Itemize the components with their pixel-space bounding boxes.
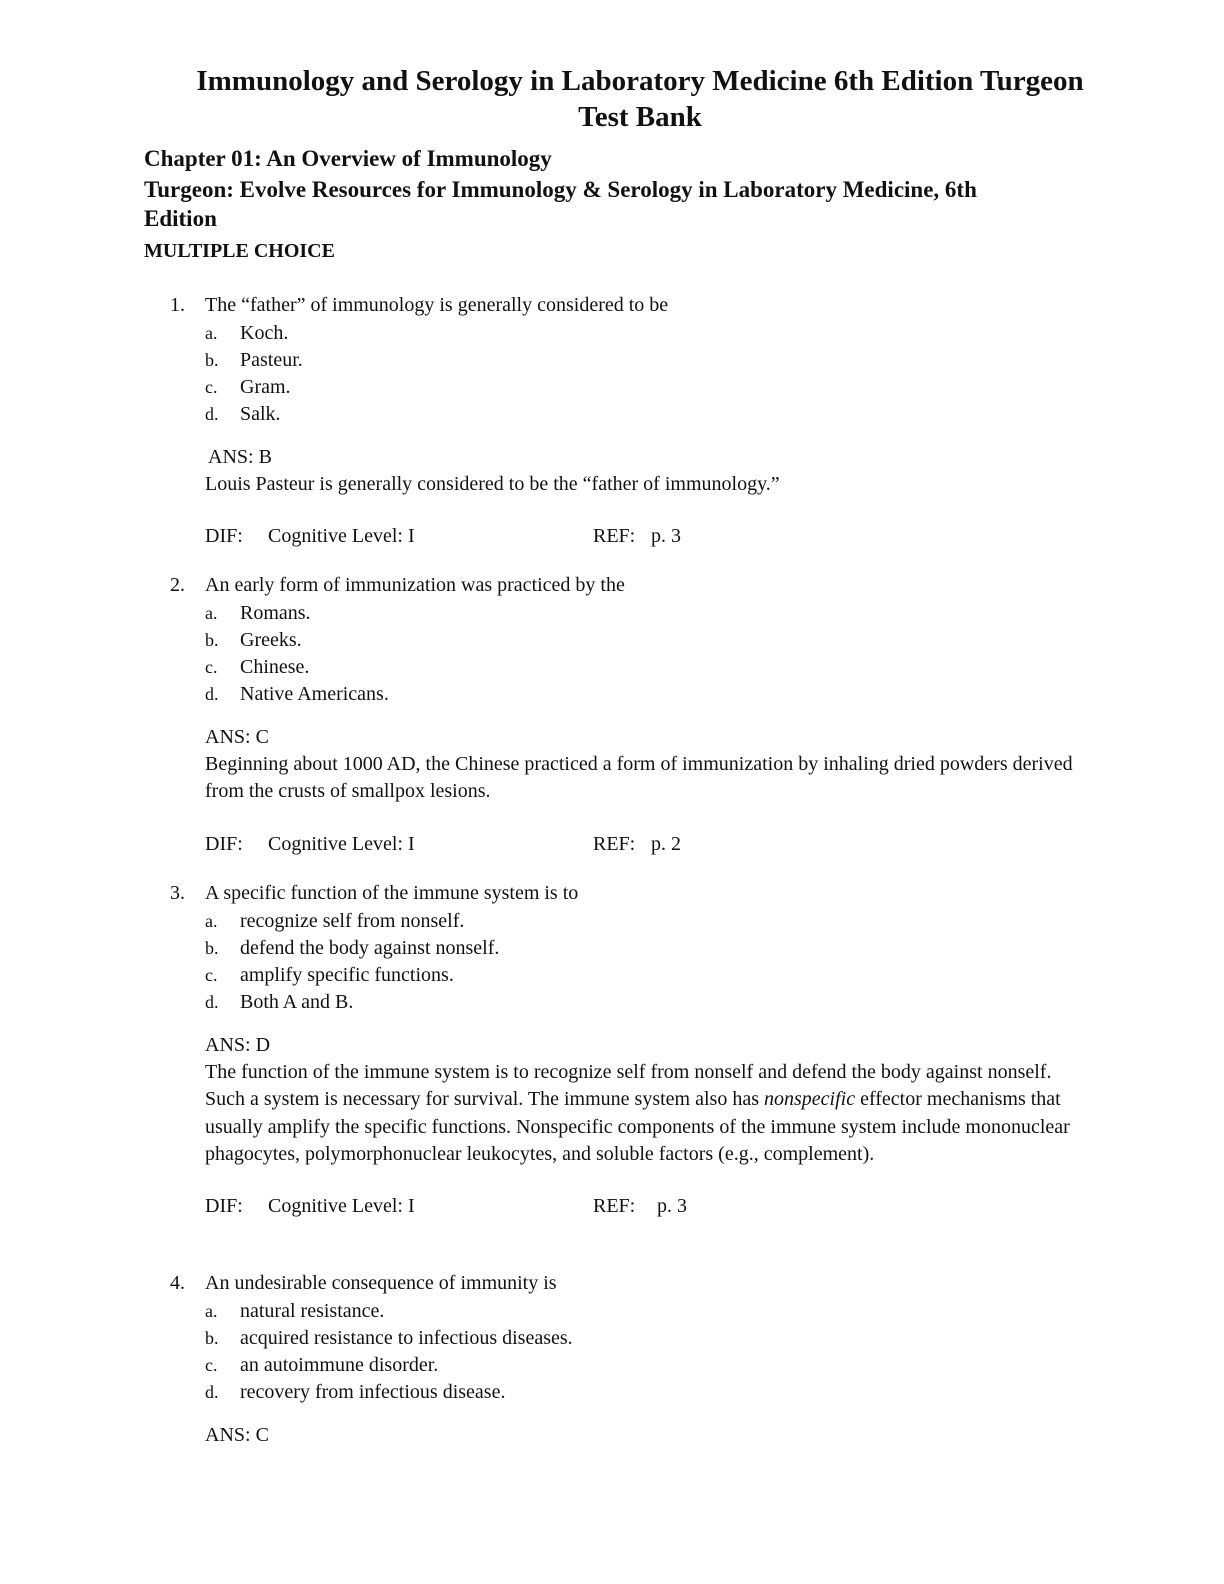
ref-value: p. 3 [651,525,681,548]
option-c [170,654,1070,681]
answer: ANS: D [205,1033,271,1056]
option-c [170,374,1070,401]
option-text: Both A and B. [240,991,354,1014]
ref-value: p. 3 [657,1195,687,1218]
answer: ANS: C [205,1423,269,1446]
option-letter: d. [205,404,219,425]
option-d [170,989,1070,1016]
metadata-row [170,1193,1070,1220]
option-text: natural resistance. [240,1299,385,1322]
option-letter: b. [205,1327,219,1348]
option-letter: a. [205,910,218,931]
option-a [170,1298,1070,1325]
explanation-emphasis: nonspecific [763,1088,856,1111]
answer: ANS: B [208,445,272,468]
source-heading-line2: Edition [144,206,217,231]
document-title-line2: Test Bank [578,101,702,133]
option-letter: d. [205,684,219,705]
question-stem: The “father” of immunology is generally considered to be [205,294,669,316]
option-d [170,1379,1070,1406]
option-letter: a. [205,602,218,623]
dif-label: DIF: [205,525,243,548]
option-text: an autoimmune disorder. [240,1354,439,1377]
dif-value: Cognitive Level: I [268,525,415,548]
option-letter: d. [205,1382,219,1403]
question-number: 3. [170,882,185,904]
chapter-heading: Chapter 01: An Overview of Immunology [144,146,552,171]
question-number: 2. [170,574,185,596]
option-text: Salk. [240,403,281,426]
option-b [170,1325,1070,1352]
source-heading: Turgeon: Evolve Resources for Immunology & Serology in Laboratory Medicine, 6th [144,177,977,202]
dif-value: Cognitive Level: I [268,832,415,855]
question-4 [170,1270,1070,1449]
ref-label: REF: [593,525,636,548]
ref-label: REF: [593,832,636,855]
option-b [170,347,1070,374]
option-a [170,320,1070,347]
option-text: recognize self from nonself. [240,909,465,932]
answer: ANS: C [205,725,269,748]
metadata-row [170,831,1070,858]
question-stem: An undesirable consequence of immunity is [205,1272,557,1294]
option-a [170,600,1070,627]
option-text: amplify specific functions. [240,964,454,987]
explanation: Louis Pasteur is generally considered to be the “father of immunology.” [205,472,780,495]
option-d [170,681,1070,708]
question-1 [170,292,1070,550]
option-text: Native Americans. [240,683,389,706]
option-text: Koch. [240,321,289,344]
option-text: Chinese. [240,656,310,679]
metadata-row [170,523,1070,550]
option-letter: c. [205,377,218,398]
option-letter: b. [205,349,219,370]
option-text: Gram. [240,376,291,399]
section-heading: MULTIPLE CHOICE [144,240,335,262]
option-letter: c. [205,657,218,678]
option-a [170,908,1070,935]
option-text: Romans. [240,601,311,624]
option-c [170,962,1070,989]
option-letter: b. [205,937,219,958]
option-text: recovery from infectious disease. [240,1381,506,1404]
dif-label: DIF: [205,832,243,855]
document-title: Immunology and Serology in Laboratory Medicine 6th Edition Turgeon [196,65,1084,97]
option-letter: b. [205,629,219,650]
explanation [170,1059,1085,1168]
option-text: defend the body against nonself. [240,936,500,959]
option-text: Pasteur. [240,348,303,371]
question-2 [170,572,1073,858]
ref-label: REF: [593,1195,636,1218]
option-b [170,627,1070,654]
dif-value: Cognitive Level: I [268,1195,415,1218]
option-letter: d. [205,992,219,1013]
explanation: Beginning about 1000 AD, the Chinese practiced a form of immunization by inhaling dried powders derived from the crusts of smallpox lesions. [205,752,1073,803]
explanation-text: effector mechanisms that usually amplify the specific functions. Nonspecific components of the immune system include mononuclear phagocytes, polymorphonuclear leukocytes, and soluble factors (e.g., complement). [205,1088,1070,1165]
option-c [170,1352,1070,1379]
option-letter: c. [205,965,218,986]
option-b [170,935,1070,962]
option-letter: a. [205,1300,218,1321]
question-number: 4. [170,1272,185,1294]
option-d [170,401,1070,428]
option-letter: a. [205,322,218,343]
option-text: Greeks. [240,628,302,651]
question-stem: A specific function of the immune system is to [205,882,579,904]
question-3 [170,880,1070,1220]
ref-value: p. 2 [651,832,681,855]
option-text: acquired resistance to infectious diseases. [240,1326,573,1349]
option-letter: c. [205,1355,218,1376]
explanation-text: The function of the immune system is to recognize self from nonself and defend the body against nonself. Such a system is necessary for survival. The immune system also has [205,1060,1052,1111]
question-number: 1. [170,294,185,316]
question-stem: An early form of immunization was practiced by the [205,574,625,596]
dif-label: DIF: [205,1195,243,1218]
